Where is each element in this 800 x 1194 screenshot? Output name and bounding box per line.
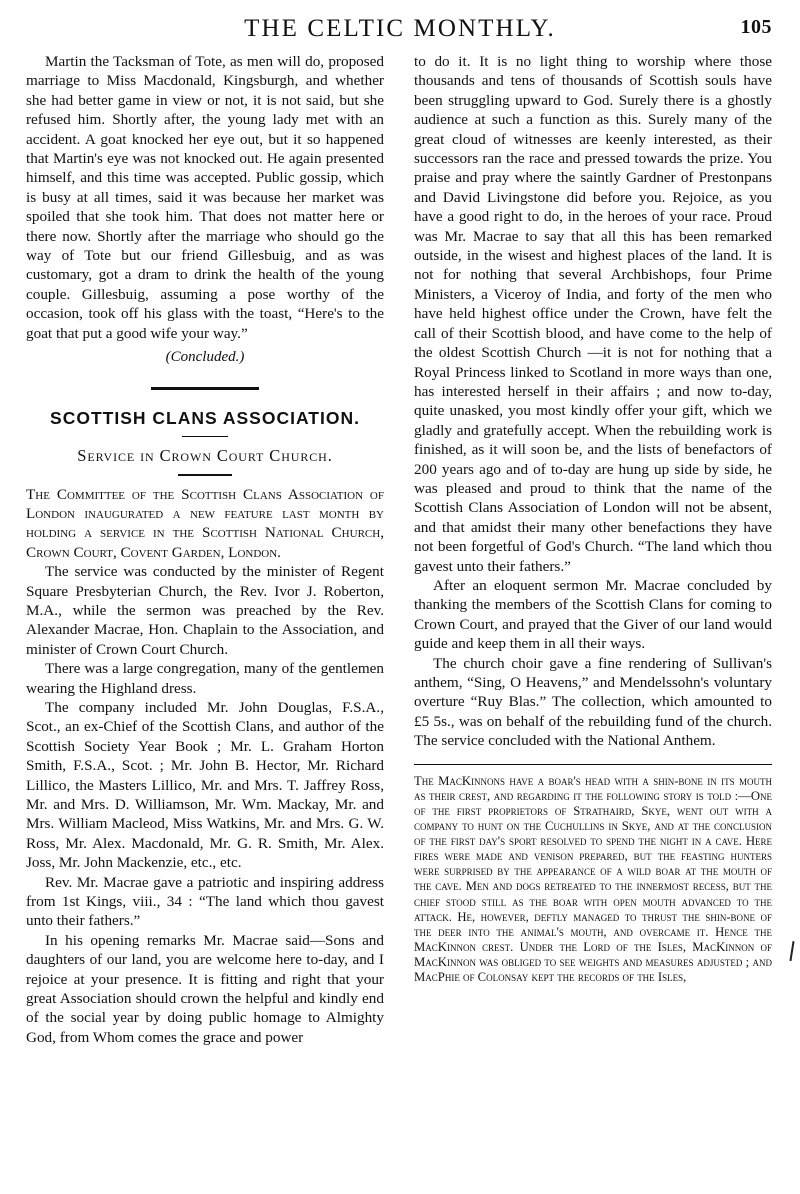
paragraph: The Committee of the Scottish Clans Association of London inaugurated a new feature last month by holding a service in the Scottish National Church, Crown Court, Covent Garden, London. — [26, 485, 384, 561]
paragraph: In his opening remarks Mr. Macrae said—Sons and daughters of our land, you are welcome here to-day, and I rejoice at your presence. It is fitting and right that your great Association should crown the helpful and kindly end of the social year by doing public homage to Almighty God, from Whom comes the grace and power — [26, 931, 384, 1046]
paragraph: The company included Mr. John Douglas, F.S.A., Scot., an ex-Chief of the Scottish Clans, and author of the Scottish Society Year Book ; Mr. L. Graham Horton Smith, F.S.A., Scot. ; Mr. John B. Hector, Mr. Richard Lillico, the Masters Lillico, Mr. and Mrs. T. Jaffrey Ross, Mr. and Mrs. D. Williamson, Mr. Wm. Mackay, Mr. and Mrs. William Macleod, Miss Watkins, Mr. and Mrs. G. W. Ross, Mr. Alex. Macdonald, Mr. G. R. Smith, Mr. Alex. Joss, Mr. John Mackenzie, etc., etc. — [26, 698, 384, 872]
page-header — [26, 14, 774, 48]
concluded-marker: (Concluded.) — [165, 349, 245, 366]
footnote-block — [414, 774, 772, 985]
paragraph: Rev. Mr. Macrae gave a patriotic and inspiring address from 1st Kings, viii., 34 : “The land which thou gavest unto their fathers.” — [26, 873, 384, 930]
paragraph: The church choir gave a fine rendering of Sullivan's anthem, “Sing, O Heavens,” and Mendelssohn's voluntary overture “Ruy Blas.” The collection, which amounted to £5 5s., was on behalf of the rebuilding fund of the church. The service concluded with the National Anthem. — [414, 654, 772, 750]
section-subheading: Service in Crown Court Church. — [77, 446, 333, 465]
left-column — [26, 52, 384, 1047]
paragraph: There was a large congregation, many of the gentlemen wearing the Highland dress. — [26, 660, 384, 697]
section-divider-rule — [151, 387, 259, 390]
paragraph: After an eloquent sermon Mr. Macrae concluded by thanking the members of the Scottish Clans for coming to Crown Court, and prayed that the Giver of our land would guide and keep them in all their ways. — [414, 576, 772, 653]
two-column-body — [26, 52, 774, 1047]
paragraph: Martin the Tacksman of Tote, as men will do, proposed marriage to Miss Macdonald, Kingsburgh, and whether she had better game in view or not, it is not said, but she refused him. Shortly after, the young lady met with an accident. A goat knocked her eye out, but it so happened that Martin's eye was not knocked out. He again presented himself, and this time was accepted. Public gossip, which is busy at all times, said it was because her market was spoiled that she took him. That does not matter here or there now. Shortly after the marriage who should go the way of Tote but our friend Gillesbuig, and as was customary, got a dram to drink the health of the young couple. Gillesbuig, assuming a pose worthy of the occasion, took off his glass with the toast, “Here's to the goat that put a good wife your way.” — [26, 53, 384, 342]
page-number: 105 — [740, 16, 772, 38]
margin-tick-mark — [787, 941, 797, 963]
section-heading: SCOTTISH CLANS ASSOCIATION. — [50, 407, 360, 428]
paragraph: to do it. It is no light thing to worship where those thousands and tens of thousands of Scottish souls have been struggling upward to God. Surely there is a ghostly audience at such a function as this. Surely many of the great cloud of witnesses are keenly interested, as their successors ran the race and pressed towards the prize. You praise and pray where the saintly Gardner of Prestonpans and David Livingstone did before you. Rejoice, as you have a good right to do, in the heroes of your race. Proud was Mr. Macrae to say that all this has been remarked outside, in the wisest and highest places of the land. It is not for nothing that several Archbishops, four Prime Ministers, a Viceroy of India, and forty of the men who have held highest office under the Crown, have felt the call of their Scottish blood, and have come to the help of the oldest Scottish Church —it is not for nothing that a Royal Princess linked to Scotland in more ways than one, has interested herself in their affairs ; and now to-day, quite unasked, you most kindly offer your gift, which we gladly and gratefully accept. When the rebuilding work is finished, as it will soon be, and the lists of benefactors of 200 years ago and of to-day are hung up side by side, he was pleased and proud to think that the name of the Scottish Clans Association of London will not be absent, and that amidst their many other benefactions they have not been forgetful of God's Church. “The land which thou gavest unto their fathers.” — [414, 53, 772, 575]
footnote-divider-rule — [414, 764, 772, 765]
subheading-rule — [178, 474, 232, 476]
right-column — [414, 52, 772, 985]
heading-rule — [182, 436, 228, 438]
paragraph: The service was conducted by the minister of Regent Square Presbyterian Church, the Rev. Ivor J. Roberton, M.A., while the sermon was preached by the Rev. Alexander Macrae, Hon. Chaplain to the Association, and minister of Crown Court Church. — [26, 563, 384, 658]
page-title: THE CELTIC MONTHLY. — [244, 15, 556, 42]
footnote-paragraph: The MacKinnons have a boar's head with a shin-bone in its mouth as their crest, and regarding it the following story is told :—One of the first proprietors of Strathaird, Skye, went out with a company to hunt on the Cuchullins in Skye, and at the conclusion of the first day's sport resolved to spend the night in a cave. Here fires were made and venison prepared, but the feasting hunters were surprised by the appearance of a wild boar at the mouth of the cave. Men and dogs retreated to the innermost recess, but the chief stood still as the boar with open mouth advanced to the attack. He, however, deftly managed to thrust the shin-bone of the deer into the animal's mouth, and overcame it. Hence the MacKinnon crest. Under the Lord of the Isles, MacKinnon of MacKinnon was obliged to see weights and measures adjusted ; and MacPhie of Colonsay kept the records of the Isles, — [414, 773, 772, 985]
